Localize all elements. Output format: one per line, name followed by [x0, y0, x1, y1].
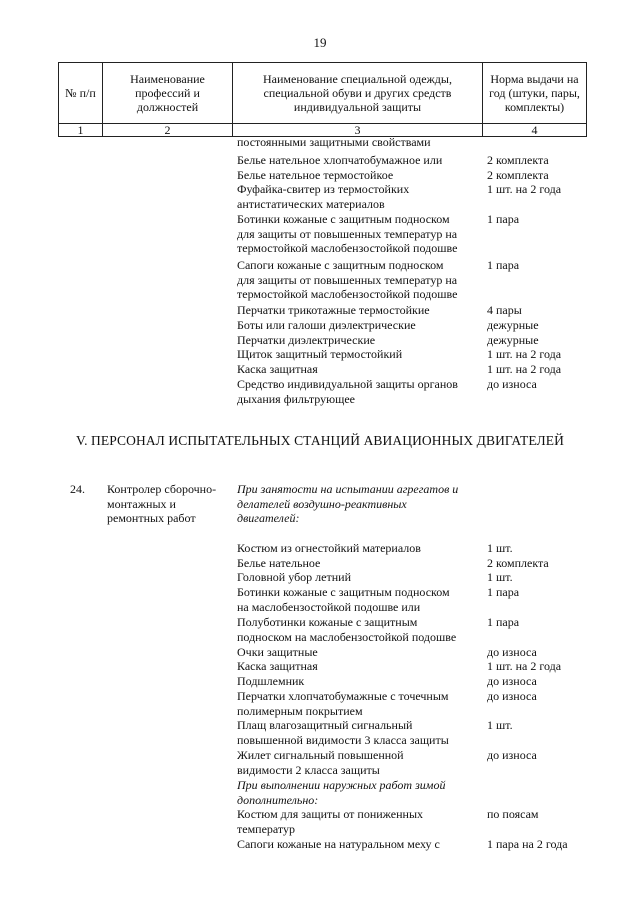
header-num-2: 2 [103, 124, 233, 137]
item-name: Костюм из огнестойкий материалов [237, 541, 421, 555]
item-name: Перчатки диэлектрические [237, 333, 376, 347]
item-norm: 2 комплекта [487, 153, 549, 167]
item-norm: 1 шт. [487, 541, 513, 555]
item-norm: до износа [487, 689, 537, 703]
item-norm: 1 пара [487, 615, 520, 629]
item-norm: 1 шт. на 2 года [487, 347, 562, 361]
item-name: Полуботинки кожаные с защитным подноском на маслобензостойкой подошве [237, 615, 457, 644]
item-norm: 1 пара [487, 212, 520, 226]
item-name: Перчатки трикотажные термостойкие [237, 303, 430, 317]
item-norm: 1 пара [487, 258, 520, 272]
item-name: Щиток защитный термостойкий [237, 347, 403, 361]
item-norm: 2 комплекта [487, 168, 549, 182]
item-norm: 1 шт. на 2 года [487, 659, 562, 673]
item-norm: дежурные [487, 318, 539, 332]
item-norm: 1 шт. [487, 718, 513, 732]
item-norm: по поясам [487, 807, 539, 821]
entry-profession: Контролер сборочно- монтажных и ремонтных работ [107, 482, 217, 525]
item-norm: 2 комплекта [487, 556, 549, 570]
header-num-1: 1 [59, 124, 103, 137]
item-name: Головной убор летний [237, 570, 351, 584]
item-norm: 1 пара [487, 585, 520, 599]
header-col-number: № п/п [59, 63, 103, 124]
item-name: Перчатки хлопчатобумажные с точечным полимерным покрытием [237, 689, 449, 718]
item-name: Каска защитная [237, 362, 318, 376]
item-norm: 1 шт. на 2 года [487, 362, 562, 376]
item-name: Очки защитные [237, 645, 318, 659]
header-num-3: 3 [233, 124, 483, 137]
item-name: Белье нательное хлопчатобумажное или [237, 153, 443, 167]
item-norm: до износа [487, 748, 537, 762]
item-norm: 4 пары [487, 303, 522, 317]
table-header [58, 62, 587, 137]
header-num-4: 4 [483, 124, 587, 137]
winter-condition: При выполнении наружных работ зимой дополнительно: [237, 778, 446, 807]
item-name: Фуфайка-свитер из термостойких антистатических материалов [237, 182, 410, 211]
item-name: Плащ влагозащитный сигнальный повышенной видимости 3 класса защиты [237, 718, 449, 747]
item-name: Ботинки кожаные с защитным подноском на маслобензостойкой подошве или [237, 585, 450, 614]
entry-number: 24. [70, 482, 85, 496]
item-name: Ботинки кожаные с защитным подноском для защиты от повышенных температур на термостойкой маслобензостойкой подошве [237, 212, 458, 255]
item-name: Сапоги кожаные на натуральном меху с [237, 837, 440, 851]
item-norm: до износа [487, 377, 537, 391]
item-norm: дежурные [487, 333, 539, 347]
item-name: Боты или галоши диэлектрические [237, 318, 416, 332]
item-name: Белье нательное термостойкое [237, 168, 394, 182]
item-name: Жилет сигнальный повышенной видимости 2 класса защиты [237, 748, 404, 777]
item-name: Средство индивидуальной защиты органов дыхания фильтрующее [237, 377, 458, 406]
item-name: Каска защитная [237, 659, 318, 673]
item-name: Сапоги кожаные с защитным подноском для защиты от повышенных температур на термостойкой маслобензостойкой подошве [237, 258, 458, 301]
item-name: постоянными защитными свойствами [237, 135, 431, 149]
page-number: 19 [313, 35, 327, 50]
item-norm: 1 шт. [487, 570, 513, 584]
item-norm: до износа [487, 645, 537, 659]
item-norm: 1 пара на 2 года [487, 837, 568, 851]
header-col-profession: Наименование профессий и должностей [103, 63, 233, 124]
entry-condition: При занятости на испытании агрегатов и делателей воздушно-реактивных двигателей: [237, 482, 459, 525]
item-name: Подшлемник [237, 674, 305, 688]
item-norm: 1 шт. на 2 года [487, 182, 562, 196]
header-col-norm: Норма выдачи на год (штуки, пары, комплекты) [483, 63, 587, 124]
item-name: Белье нательное [237, 556, 321, 570]
item-norm: до износа [487, 674, 537, 688]
header-col-equipment: Наименование специальной одежды, специальной обуви и других средств индивидуальной защиты [233, 63, 483, 124]
item-name: Костюм для защиты от пониженных температур [237, 807, 424, 836]
section-title: V. ПЕРСОНАЛ ИСПЫТАТЕЛЬНЫХ СТАНЦИЙ АВИАЦИОННЫХ ДВИГАТЕЛЕЙ [75, 433, 564, 448]
